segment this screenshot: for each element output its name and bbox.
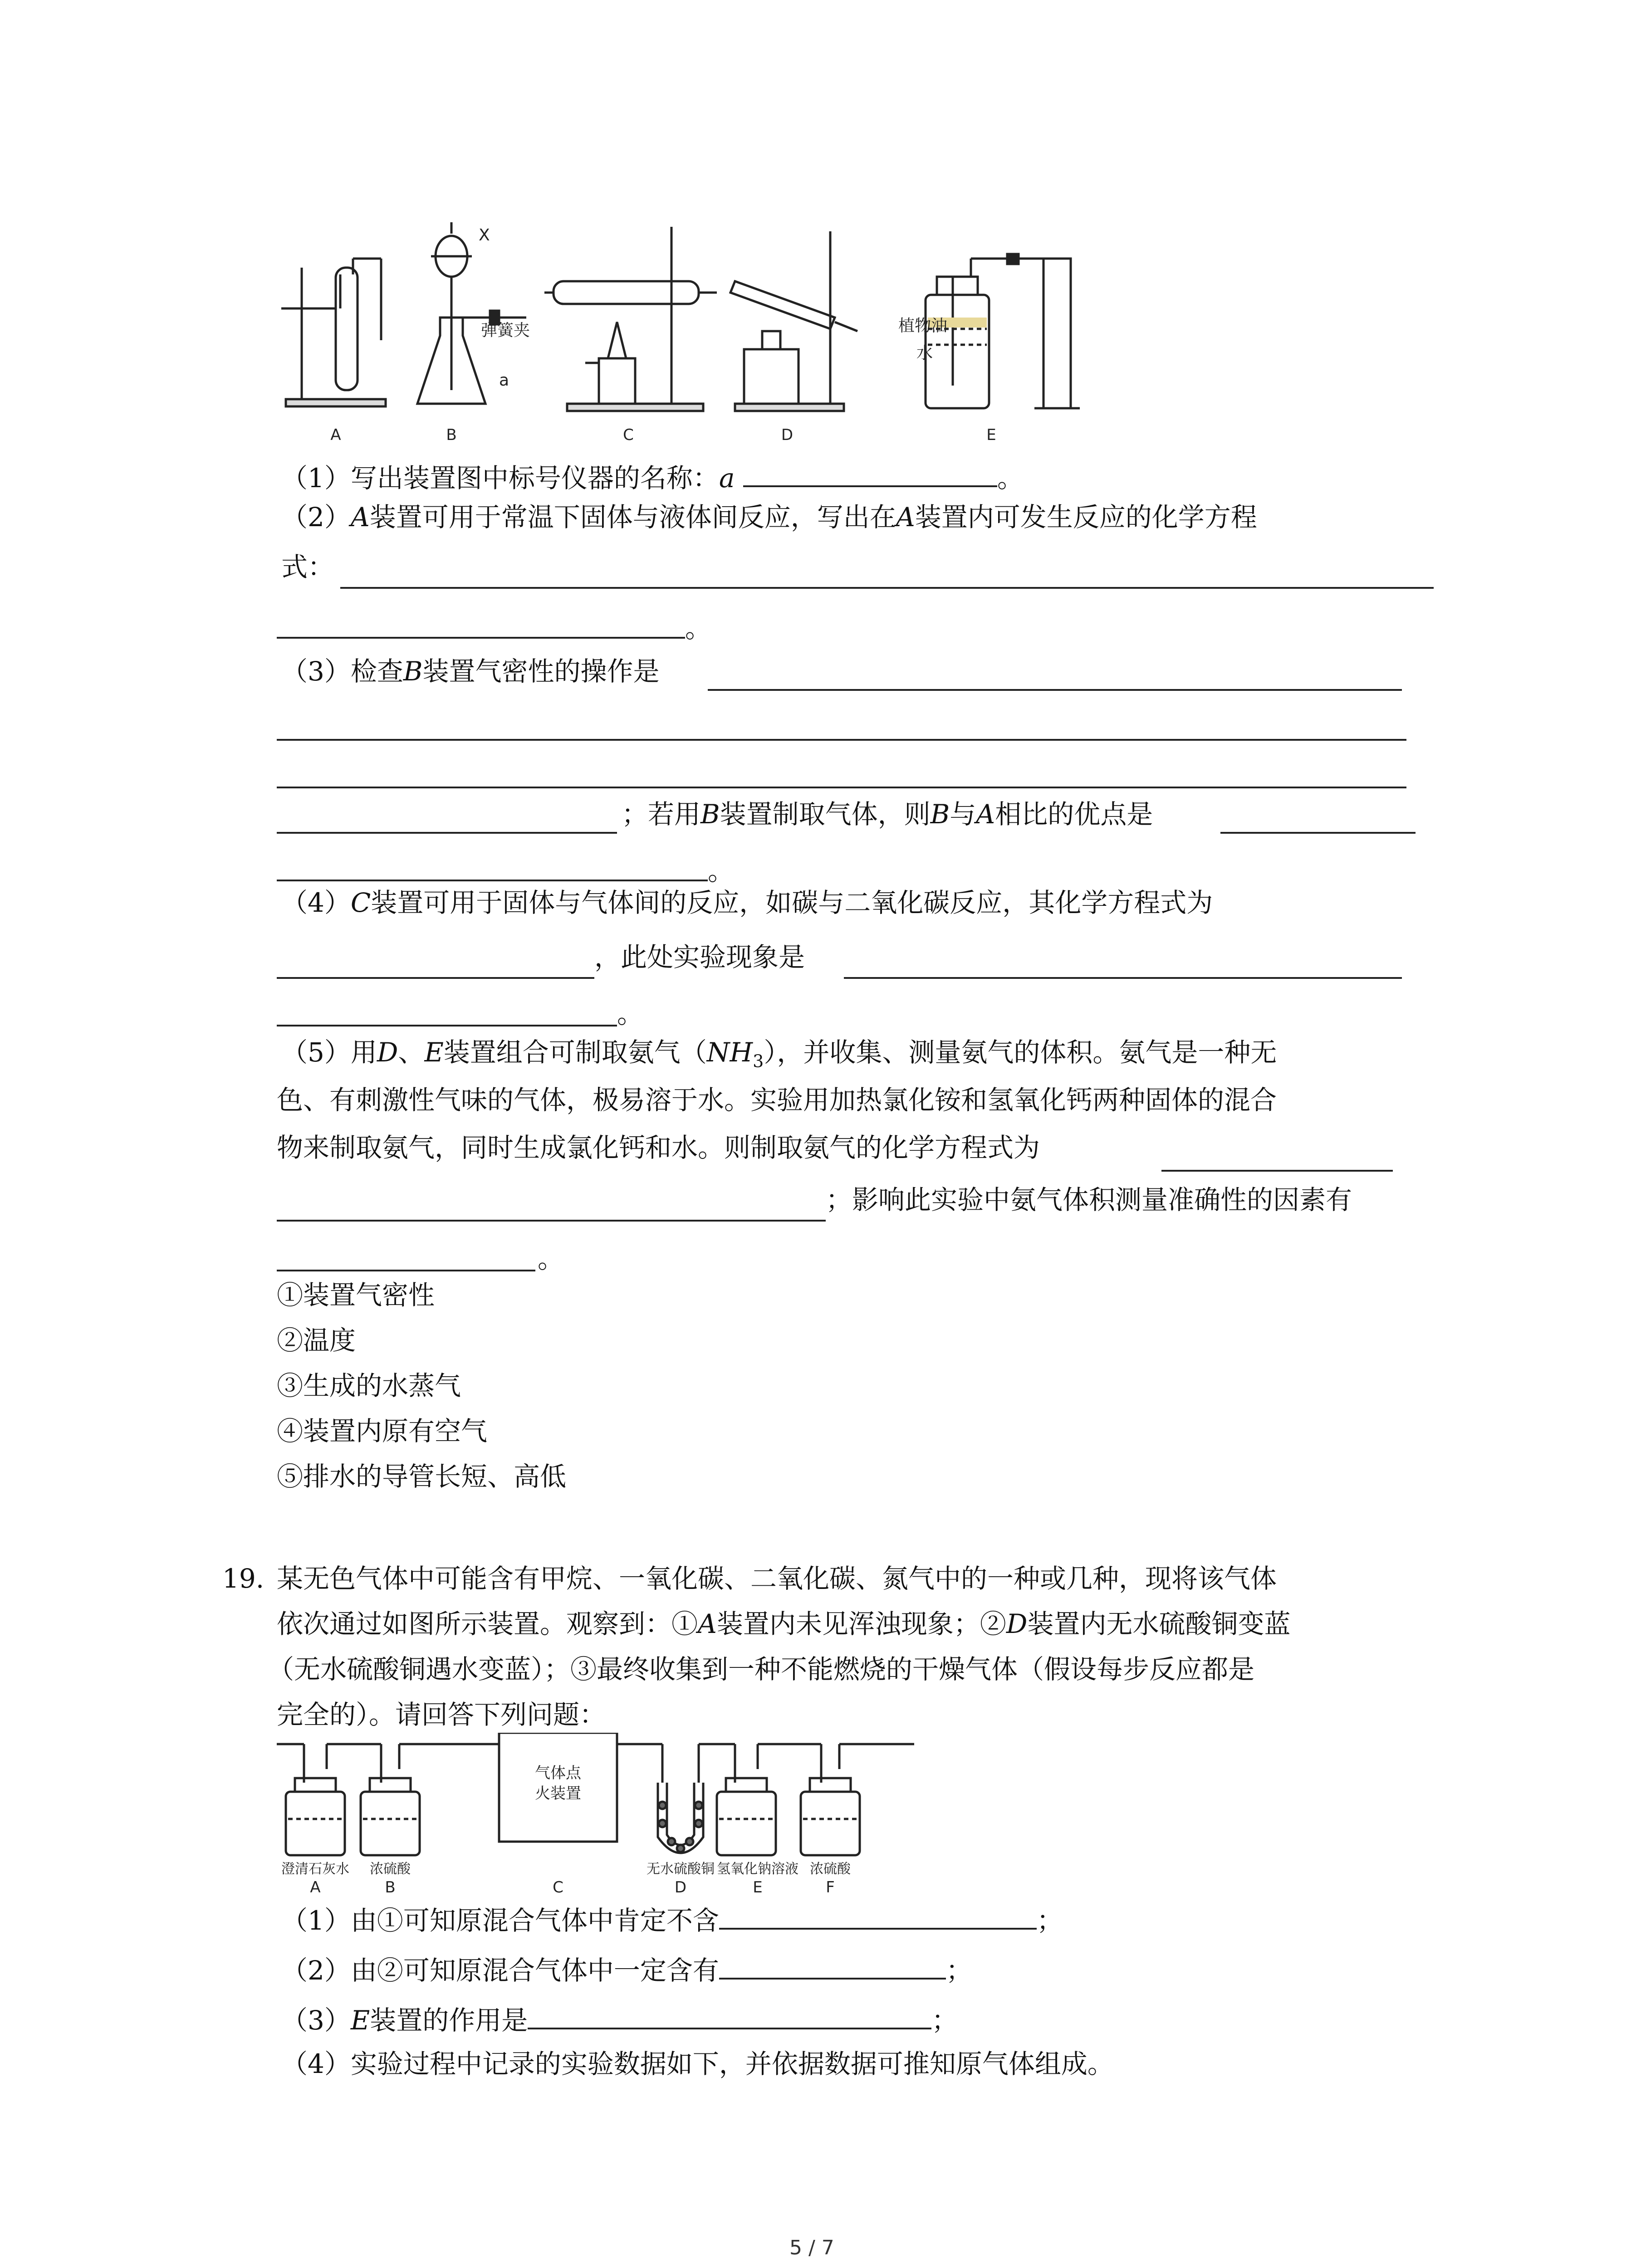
answer-blank-2a[interactable] (340, 585, 1434, 589)
letter-f: F (826, 1878, 835, 1896)
q18-part2-formula-label: 式： (281, 552, 334, 582)
apparatus-c (544, 227, 717, 411)
answer-blank-19-1[interactable] (719, 1901, 1037, 1930)
letter-d: D (674, 1878, 687, 1896)
q19-sub1: （1）由①可知原混合气体中肯定不含 ； (281, 1901, 1063, 1939)
factor-item-3: ③生成的水蒸气 (277, 1370, 461, 1401)
apparatus-figure-1 (272, 213, 1134, 458)
letter-e: E (753, 1878, 763, 1896)
apparatus-d (730, 231, 857, 411)
reagent-b: 浓硫酸 (370, 1861, 411, 1877)
apparatus-b (417, 222, 526, 404)
factor-item-2: ②温度 (277, 1325, 356, 1356)
answer-blank-3f[interactable] (277, 878, 708, 881)
q18-part2: （2）A装置可用于常温下固体与液体间反应，写出在A装置内可发生反应的化学方程 (281, 502, 1257, 533)
q18-part1: （1）写出装置图中标号仪器的名称：a 。 (281, 458, 1024, 496)
label-apparatus-d: D (781, 426, 794, 444)
answer-blank-5b[interactable] (277, 1218, 826, 1222)
ignition-box-label-2: 火装置 (535, 1784, 581, 1803)
bottle-b (361, 1778, 420, 1855)
answer-blank-4b[interactable] (844, 975, 1402, 979)
q18-part3: （3）检查B装置气密性的操作是 (281, 656, 660, 687)
answer-blank-19-3[interactable] (528, 2000, 931, 2029)
q18-part2-end: 。 (685, 613, 712, 644)
label-apparatus-b: B (446, 426, 457, 444)
answer-blank-3a[interactable] (708, 687, 1402, 691)
reagent-d: 无水硫酸铜 (647, 1861, 715, 1877)
label-x: X (479, 226, 490, 244)
q19-line3: （无水硫酸铜遇水变蓝）；③最终收集到一种不能燃烧的干燥气体（假设每步反应都是 (268, 1654, 1255, 1685)
bottle-f (801, 1778, 860, 1855)
factor-item-1: ①装置气密性 (277, 1280, 435, 1310)
factor-item-4: ④装置内原有空气 (277, 1416, 488, 1447)
q18-part5-line2: 色、有刺激性气味的气体，极易溶于水。实验用加热氯化铵和氢氧化钙两种固体的混合 (277, 1085, 1277, 1115)
label-apparatus-e: E (986, 426, 996, 444)
reagent-a: 澄清石灰水 (281, 1861, 349, 1877)
label-apparatus-a: A (330, 426, 341, 444)
ignition-box-label-1: 气体点 (535, 1764, 581, 1782)
u-tube-d (658, 1783, 703, 1853)
apparatus-a (281, 259, 386, 406)
letter-b: B (385, 1878, 396, 1896)
reagent-e: 氢氧化钠溶液 (717, 1861, 798, 1877)
q19-sub4: （4）实验过程中记录的实验数据如下，并依据数据可推知原气体组成。 (281, 2048, 1114, 2079)
label-water: 水 (916, 344, 933, 362)
letter-a: A (310, 1878, 321, 1896)
bottle-e (717, 1778, 776, 1855)
q18-part5-end: 。 (538, 1243, 564, 1274)
q18-part5-line3: 物来制取氨气，同时生成氯化钙和水。则制取氨气的化学方程式为 (277, 1132, 1040, 1163)
page-number: 5 / 7 (789, 2236, 834, 2259)
answer-blank-3b[interactable] (277, 737, 1406, 741)
q19-sub2: （2）由②可知原混合气体中一定含有 ； (281, 1950, 972, 1989)
apparatus-figure-2 (277, 1733, 921, 1896)
q19-number: 19. (222, 1563, 265, 1594)
q18-part5: （5）用D、E装置组合可制取氨气$(NH_3)$，并收集、测量氨气的体积。氨气是一种无 (281, 1037, 1277, 1071)
answer-blank-5c[interactable] (277, 1268, 535, 1271)
answer-blank-3e[interactable] (1220, 830, 1416, 834)
bottle-a (286, 1778, 345, 1855)
answer-blank-5a[interactable] (1161, 1168, 1393, 1172)
q18-part5-line4: ；影响此实验中氨气体积测量准确性的因素有 (826, 1184, 1352, 1215)
reagent-f: 浓硫酸 (810, 1861, 851, 1877)
q18-part3-end: 。 (708, 855, 735, 886)
label-apparatus-c: C (623, 426, 634, 444)
label-a: a (499, 371, 509, 390)
answer-blank-1[interactable] (743, 458, 997, 487)
q18-part4-end: 。 (617, 998, 644, 1029)
q19-sub3: （3）E装置的作用是 ； (281, 2000, 958, 2038)
answer-blank-4c[interactable] (277, 1023, 617, 1026)
q19-line1: 某无色气体中可能含有甲烷、一氧化碳、二氧化碳、氮气中的一种或几种，现将该气体 (277, 1563, 1277, 1594)
label-spring-clip: 弹簧夹 (481, 321, 530, 340)
apparatus-e (926, 254, 1080, 408)
answer-blank-3c[interactable] (277, 785, 1406, 788)
q18-part4: （4）C装置可用于固体与气体间的反应，如碳与二氧化碳反应，其化学方程式为 (281, 887, 1213, 918)
answer-blank-4a[interactable] (277, 975, 594, 979)
factor-item-5: ⑤排水的导管长短、高低 (277, 1461, 567, 1492)
q19-line2: 依次通过如图所示装置。观察到：①A装置内未见浑浊现象；②D装置内无水硫酸铜变蓝 (277, 1608, 1291, 1639)
q19-line4: 完全的）。请回答下列问题： (277, 1699, 606, 1730)
label-vegetable-oil: 植物油 (898, 317, 948, 335)
letter-c: C (553, 1878, 563, 1896)
answer-blank-19-2[interactable] (719, 1950, 946, 1980)
answer-blank-2b[interactable] (277, 635, 685, 639)
answer-blank-3d[interactable] (277, 830, 617, 834)
q18-part3-advantage: ；若用B装置制取气体，则B与A相比的优点是 (622, 799, 1153, 830)
q18-part4-phenomenon: ，此处实验现象是 (594, 942, 805, 973)
